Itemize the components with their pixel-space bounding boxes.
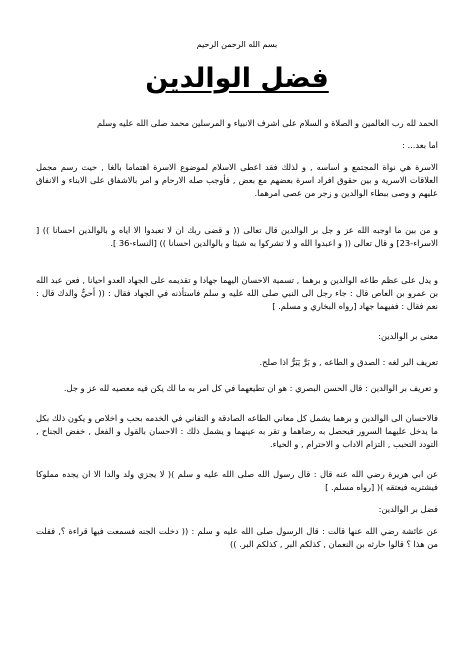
document-title xyxy=(36,63,438,95)
paragraph-ihsan: فالاحسان الى الوالدين و برهما يشمل كل معاني الطاعه الصادقة و التفاني في الخدمه بحب و اخلاص و يكون ذلك بكل ما يدخل عليهما السرور فيحصل به رضاهما و تقر به عينهما و يشمل ذلك : الاحسان بالقول و الفعل , خفض الجناح , التودد التحبب , التزام الاداب و الاحترام , و الحياء. xyxy=(36,413,438,450)
paragraph-amma-bad: اما بعد... : xyxy=(402,140,438,151)
paragraph-jihad-hadith: و يدل على عظم طاعه الوالدين و برهما , تسمية الاحسان اليهما جهادا و تقديمه على الجهاد العدو احيانا , فعن عبد الله بن عمرو بن العاص قال : جاء رجل الى النبي صلى الله عليه و سلم فاستأذنه في الجهاد فقال : (( أحيٌّ والدك قال : نعم فقال : ففيهما جهاد [رواه البخاري و مسلم. ] xyxy=(36,275,438,312)
paragraph-abu-hurairah-hadith: عن ابي هريرة رضي الله عنه قال : قال رسول الله صلى الله عليه و سلم )( لا يجزي ولد والدا الا ان يجده مملوكا فيشتريه فيعتقه )( [رواه مسلم. ] xyxy=(36,469,438,493)
heading-meaning: معنى بر الوالدين: xyxy=(378,331,438,342)
paragraph-opening: الحمد لله رب العالمين و الصلاة و السلام على اشرف الانبياء و المرسلين محمد صلى الله عليه وسلم xyxy=(96,118,438,129)
paragraph-quran-verses: و من بين ما اوجبه الله عز و جل بر الوالدين قال تعالى (( و قضى ربك ان لا تعبدوا الا اياه و بالوالدين احسانا )) [ الاسراء-23] و قال تعالى (( و اعبدوا الله و لا تشركوا به شيئا و بالوالدين احسانا )) [النساء-36 ]. xyxy=(36,225,438,249)
basmala: بسم الله الرحمن الرحيم xyxy=(196,40,278,49)
paragraph-family: الاسرة هي نواة المجتمع و اساسه , و لذلك فقد اعطى الاسلام لموضوع الاسرة اهتماما بالغا , حيث رسم مجمل العلاقات الاسرية و بين حقوق افراد اسرة بعضهم مع بعض , فأوجب صله الارحام و امر بالاشفاق على الابناء و الانفاق عليهم و وصى ببطاء الوالدين و زجر من عصى امرهما. xyxy=(36,162,438,199)
document-title-text: فضل الوالدين xyxy=(145,63,329,94)
paragraph-definition-hasan: و تعريف بر الوالدين : قال الحسن البصري : هو ان تطيعهما في كل امر به ما لك يكن فيه معصيه لله عز و جل. xyxy=(63,383,438,394)
paragraph-linguistic-definition: تعريف البر لغه : الصدق و الطاعه , و بَرَّ يَبَرُّ اذا صلح. xyxy=(259,357,438,368)
heading-virtue: فضل بر الوالدين: xyxy=(378,504,438,515)
paragraph-aisha-hadith: عن عائشة رضي الله عنها قالت : قال الرسول صلى الله عليه و سلم : (( دخلت الجنه فسمعت فيها قراءة ؟, فقلت من هذا ؟ قالوا حارثه بن النعمان , كذلكم البر , كذلكم البر. )) xyxy=(36,526,438,550)
